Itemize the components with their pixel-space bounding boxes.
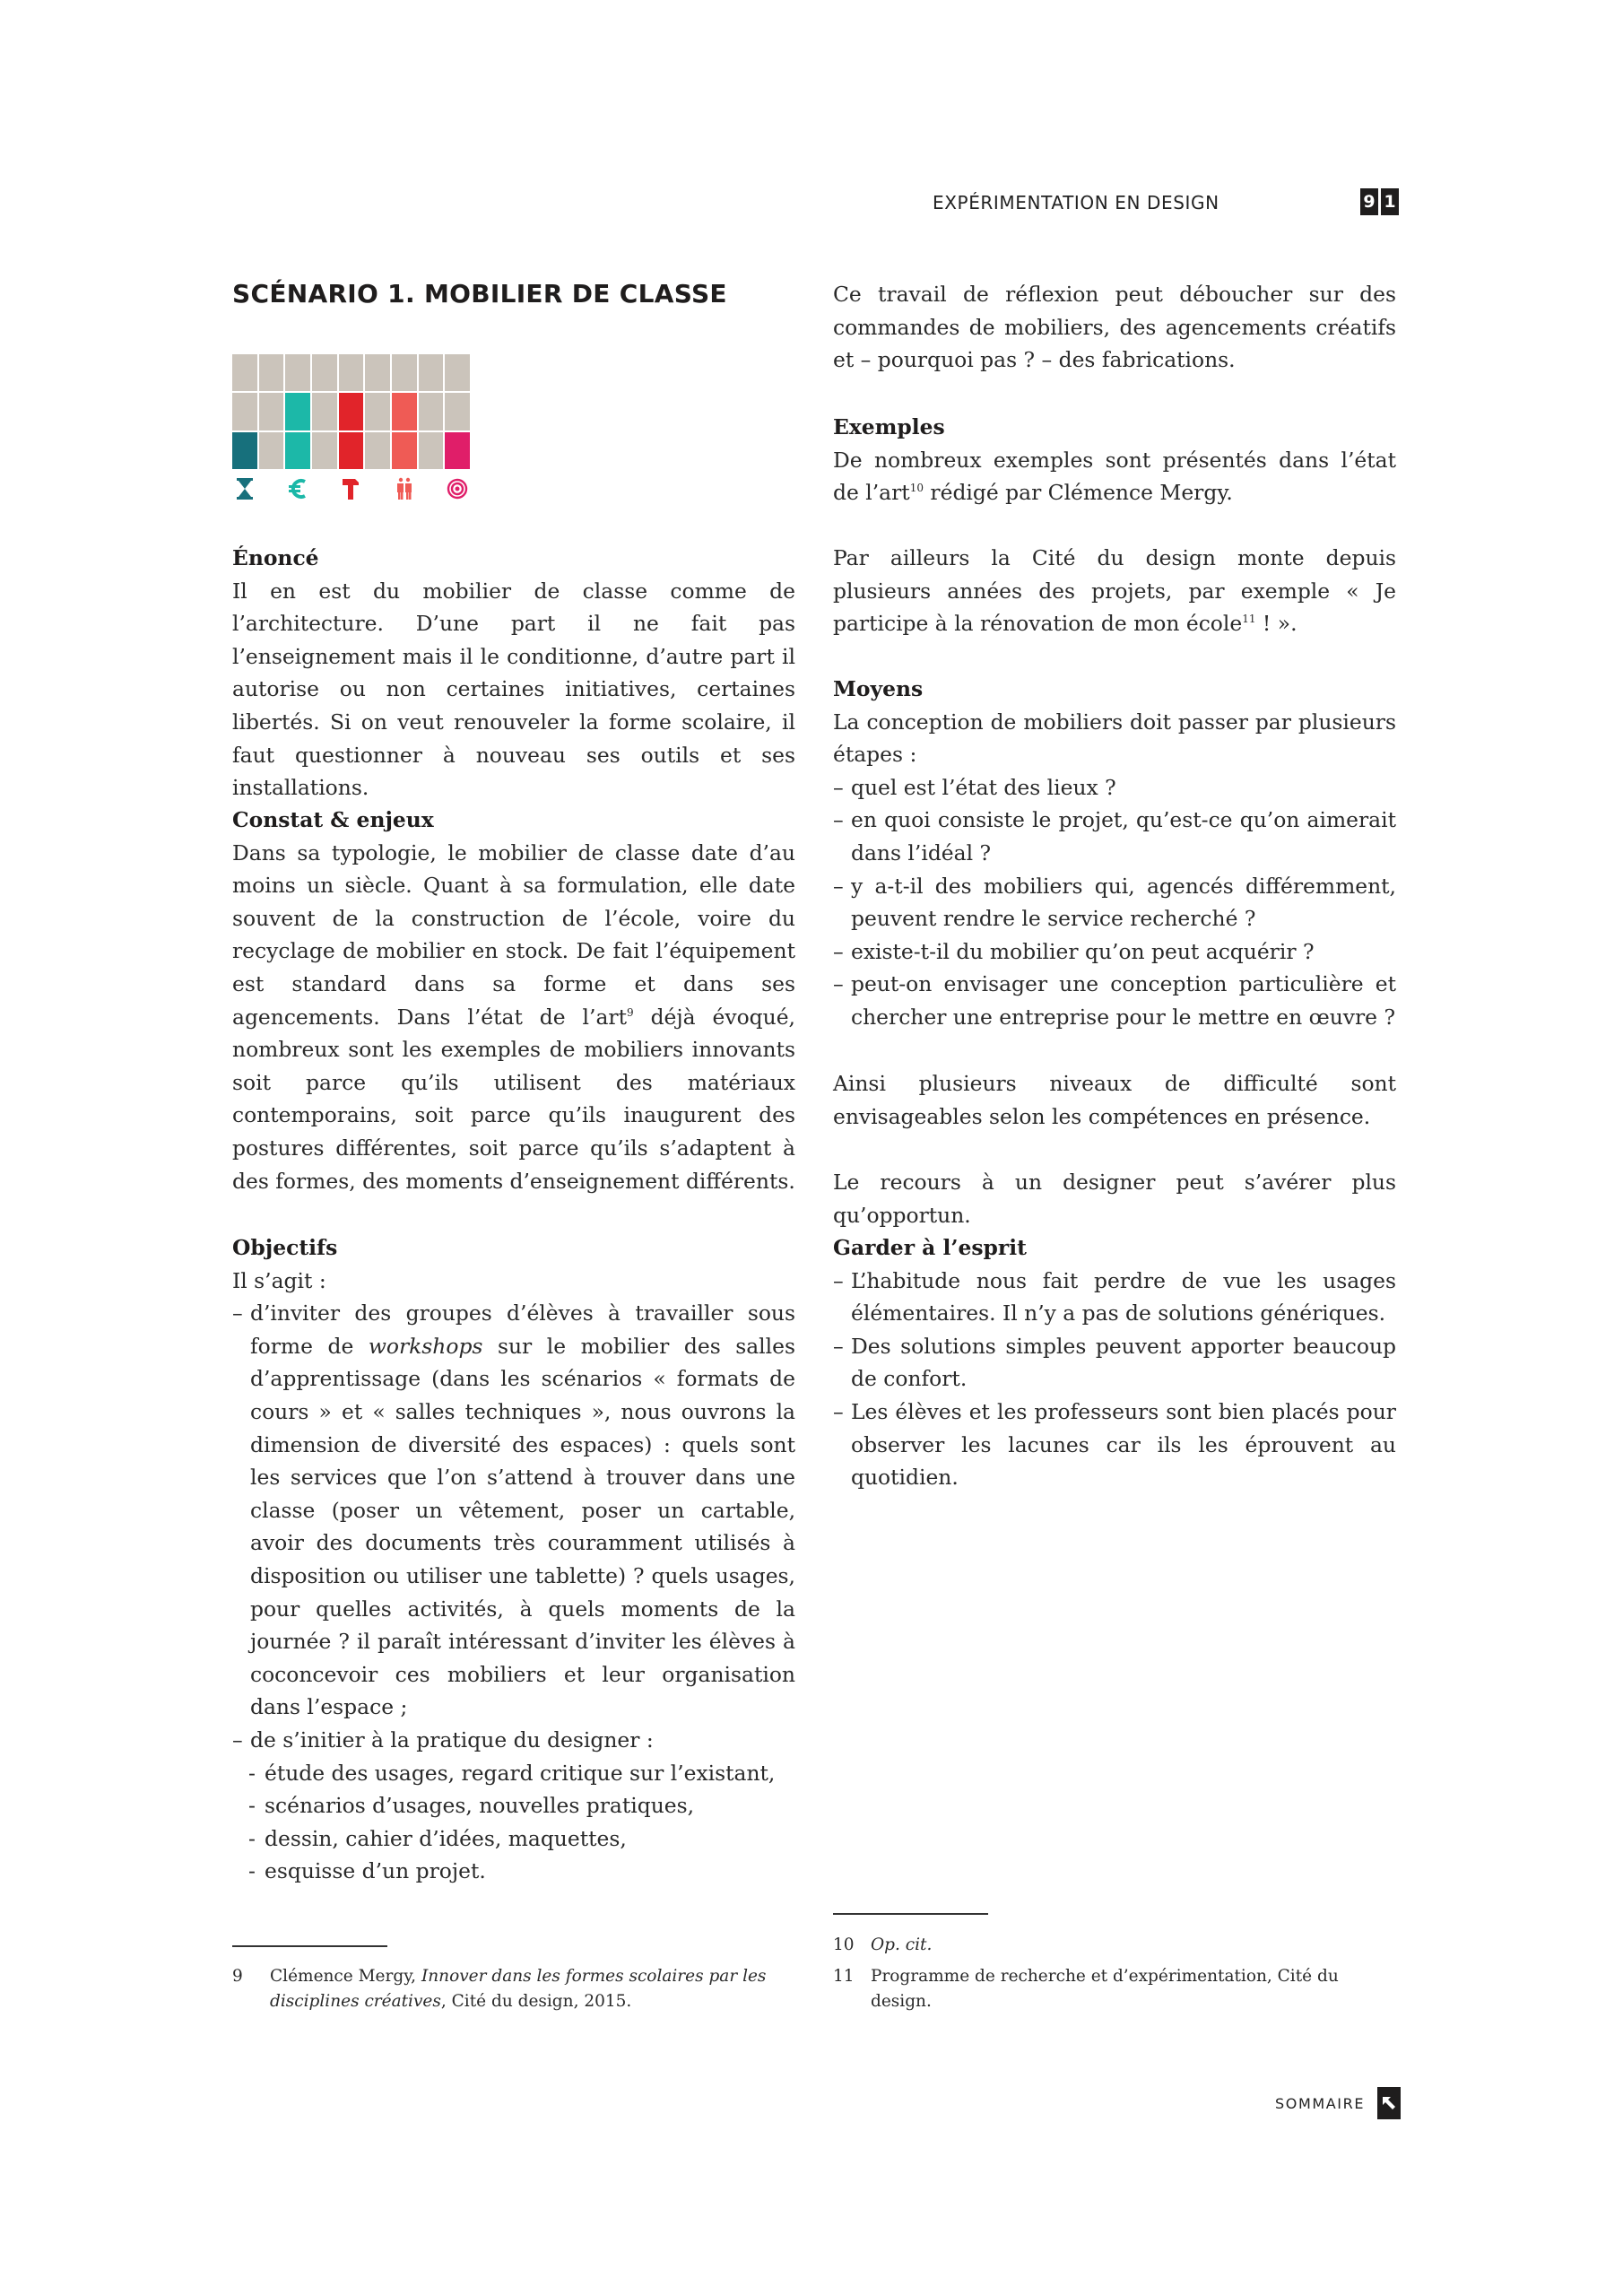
list-item: – y a-t-il des mobiliers qui, agencés différemment, peuvent rendre le service recherché ? (833, 870, 1396, 935)
hammer-icon (339, 475, 364, 502)
rating-cell (259, 432, 284, 469)
section-garder (833, 1231, 1396, 1494)
icon-spacer (365, 475, 390, 502)
rating-cell (339, 432, 364, 469)
section-heading: Objectifs (232, 1235, 338, 1260)
rating-cell (232, 354, 257, 391)
section-text: Ce travail de réflexion peut déboucher sur des commandes de mobiliers, des agencements créatifs et – pourquoi pas ? – des fabrications. (833, 282, 1396, 373)
section-text: Ainsi plusieurs niveaux de difficulté sont envisageables selon les compétences en présence. (833, 1071, 1396, 1129)
running-header (933, 188, 1399, 219)
section-constat (232, 804, 795, 1197)
section-niveaux (833, 1067, 1396, 1133)
euro-icon (285, 475, 310, 502)
list-item: – de s’initier à la pratique du designer : (232, 1724, 795, 1757)
garder-list (833, 1265, 1396, 1494)
section-text: Le recours à un designer peut s’avérer plus qu’opportun. (833, 1170, 1396, 1228)
rating-cell (419, 354, 444, 391)
section-enonce (232, 542, 795, 804)
footnote-10 (833, 1933, 1371, 1958)
rating-cell (445, 354, 470, 391)
list-item: – Les élèves et les professeurs sont bien placés pour observer les lacunes car ils les éprouvent au quotidien. (833, 1396, 1396, 1494)
section-intro: La conception de mobiliers doit passer par plusieurs étapes : (833, 709, 1396, 768)
section-heading: Exemples (833, 414, 945, 439)
footnote-number: 9 (232, 1967, 243, 1986)
hourglass-icon (232, 475, 257, 502)
rating-cell (445, 432, 470, 469)
section-moyens (833, 673, 1396, 1034)
footnote-rule (833, 1913, 988, 1915)
arrow-up-left-icon[interactable] (1377, 2087, 1401, 2119)
icon-spacer (419, 475, 444, 502)
rating-grid (232, 354, 470, 469)
section-heading: Garder à l’esprit (833, 1235, 1027, 1260)
footnote-text: Programme de recherche et d’expérimentation, Cité du design. (871, 1967, 1339, 2011)
rating-cell (259, 354, 284, 391)
objectives-list (232, 1297, 795, 1888)
target-icon (445, 475, 470, 502)
footnote-text: Op. cit. (871, 1935, 933, 1954)
list-item: – d’inviter des groupes d’élèves à travailler sous forme de workshops sur le mobilier des salles d’apprentissage (dans les scénarios « formats de cours » et « salles techniques », nous ouvrons la dimension de diversité des espaces) : quels sont les services que l’on s’attend à trouver dans une classe (poser un vêtement, poser un cartable, avoir des documents très couramment utilisés à disposition ou utiliser une tablette) ? quels usages, pour quelles activités, à quels moments de la journée ? il paraît intéressant d’inviter les élèves à coconcevoir ces mobiliers et leur organisation dans l’espace ; (232, 1297, 795, 1724)
people-icon (392, 475, 417, 502)
rating-icons (232, 475, 470, 502)
rating-cell (259, 393, 284, 430)
sommaire-label: SOMMAIRE (1275, 2094, 1366, 2112)
footnote-number: 10 (833, 1935, 855, 1954)
list-item: – existe-t-il du mobilier qu’on peut acquérir ? (833, 935, 1396, 969)
sommaire-link[interactable] (1275, 2087, 1401, 2119)
rating-cell (285, 432, 310, 469)
list-item: – peut-on envisager une conception particulière et chercher une entreprise pour le mettre en œuvre ? (833, 968, 1396, 1033)
rating-cell (365, 354, 390, 391)
section-text: Dans sa typologie, le mobilier de classe date d’au moins un siècle. Quant à sa formulation, elle date souvent de la construction de l’école, voire du recyclage de mobilier en stock. De fait l’équipement est standard dans sa forme et dans ses agencements. Dans l’état de l’art$^9$ déjà évoqué, nombreux sont les exemples de mobiliers innovants soit parce qu’ils utilisent des matériaux contemporains, soit parce qu’ils inaugurent des postures différentes, soit parce qu’ils s’adaptent à des formes, des moments d’enseignement différents. (232, 839, 795, 1194)
rating-cell (312, 393, 337, 430)
moyens-list (833, 771, 1396, 1034)
footnote-number: 11 (833, 1967, 855, 1986)
section-text: De nombreux exemples sont présentés dans l’état de l’art$^{10}$ rédigé par Clémence Mergy. (833, 447, 1396, 506)
list-item: – Des solutions simples peuvent apporter beaucoup de confort. (833, 1330, 1396, 1396)
rating-cell (232, 432, 257, 469)
scenario-title: SCÉNARIO 1. MOBILIER DE CLASSE (232, 279, 727, 309)
rating-cell (365, 393, 390, 430)
rating-cell (392, 393, 417, 430)
footnote-ref[interactable]: 11 (1242, 613, 1256, 626)
section-heading: Énoncé (232, 545, 319, 570)
rating-cell (232, 393, 257, 430)
rating-cell (392, 354, 417, 391)
sub-list-item: - scénarios d’usages, nouvelles pratiques, (232, 1789, 795, 1822)
rating-cell (285, 393, 310, 430)
rating-cell (312, 432, 337, 469)
icon-spacer (312, 475, 337, 502)
rating-cell (285, 354, 310, 391)
rating-cell (312, 354, 337, 391)
footnote-11 (833, 1964, 1371, 2014)
page-digit: 9 (1360, 188, 1378, 215)
rating-cell (419, 393, 444, 430)
list-item: – en quoi consiste le projet, qu’est-ce qu’on aimerait dans l’idéal ? (833, 804, 1396, 869)
footnote-rule (232, 1945, 387, 1947)
section-objectifs (232, 1231, 795, 1888)
rating-cell (445, 393, 470, 430)
page-digit: 1 (1381, 188, 1399, 215)
rating-cell (392, 432, 417, 469)
icon-spacer (259, 475, 284, 502)
list-item: – L’habitude nous fait perdre de vue les usages élémentaires. Il n’y a pas de solutions génériques. (833, 1265, 1396, 1330)
section-exemples (833, 411, 1396, 509)
page-number (1360, 188, 1399, 215)
footnote-ref[interactable]: 10 (909, 482, 924, 495)
section-intro: Il s’agit : (232, 1267, 326, 1293)
rating-cell (339, 393, 364, 430)
section-text: Par ailleurs la Cité du design monte depuis plusieurs années des projets, par exemple « Je participe à la rénovation de mon école$^{11}$ ! ». (833, 545, 1396, 637)
section-recours (833, 1166, 1396, 1231)
sub-list-item: - esquisse d’un projet. (232, 1855, 795, 1888)
section-heading: Moyens (833, 676, 924, 701)
rating-cell (339, 354, 364, 391)
footnote-9 (232, 1964, 770, 2014)
rating-cell (365, 432, 390, 469)
rating-cell (419, 432, 444, 469)
section-heading: Constat & enjeux (232, 807, 434, 832)
running-title: EXPÉRIMENTATION EN DESIGN (933, 192, 1219, 213)
section-intro (833, 278, 1396, 377)
footnote-text: Clémence Mergy, Innover dans les formes scolaires par les disciplines créatives, Cité du design, 2015. (270, 1967, 767, 2011)
list-item: – quel est l’état des lieux ? (833, 771, 1396, 804)
sub-list-item: - dessin, cahier d’idées, maquettes, (232, 1822, 795, 1856)
sub-list-item: - étude des usages, regard critique sur l’existant, (232, 1757, 795, 1790)
section-text: Il en est du mobilier de classe comme de l’architecture. D’une part il ne fait pas l’enseignement mais il le conditionne, d’autre part il autorise ou non certaines initiatives, certaines libertés. Si on veut renouveler la forme scolaire, il faut questionner à nouveau ses outils et ses installations. (232, 578, 795, 801)
section-cite (833, 542, 1396, 640)
footnote-ref[interactable]: 9 (627, 1005, 634, 1019)
